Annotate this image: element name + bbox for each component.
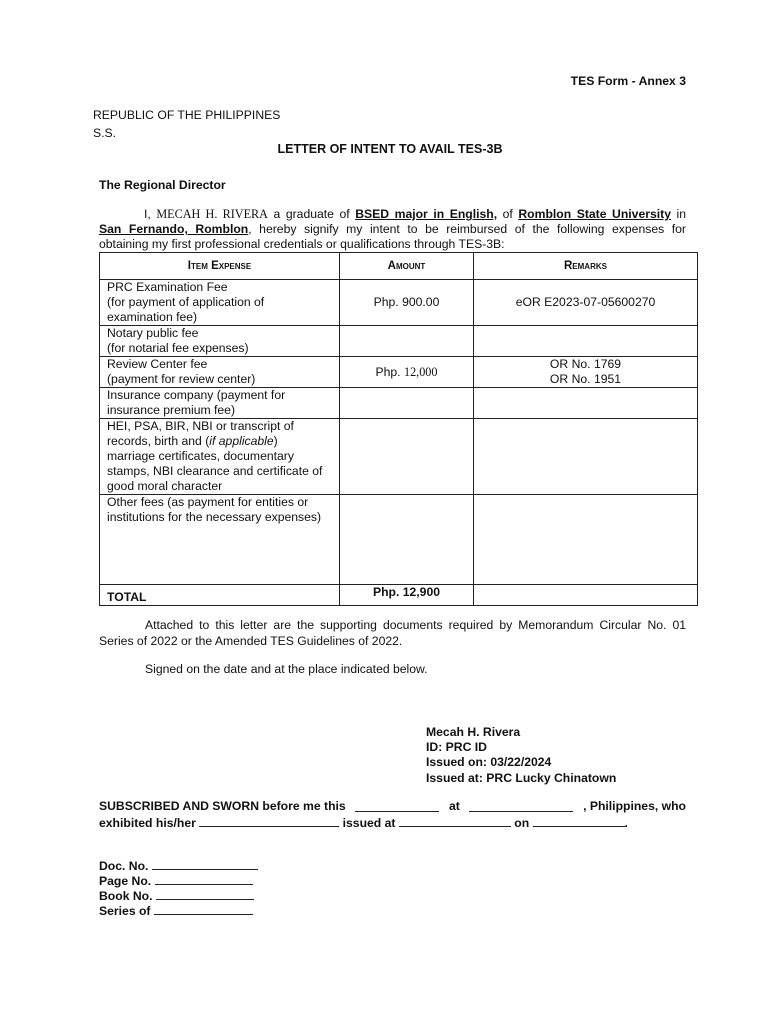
table-row: [100, 495, 698, 585]
item-cell: [100, 419, 340, 495]
intent-line-3: obtaining my first professional credentials or qualifications through TES-3B:: [99, 237, 505, 252]
item-line: Insurance company (payment for: [107, 388, 286, 402]
item-line: good moral character: [107, 479, 223, 493]
table-row: [100, 357, 698, 388]
item-line: insurance premium fee): [107, 403, 236, 417]
item-line-italic: if applicable: [209, 434, 274, 448]
item-line: Review Center fee: [107, 357, 208, 371]
sworn-line-2: [99, 815, 686, 832]
item-line: (payment for review center): [107, 372, 256, 386]
item-cell: [100, 357, 340, 388]
form-annex-label: TES Form - Annex 3: [570, 74, 686, 88]
item-line: [107, 434, 339, 449]
intent-mid-3: in: [670, 207, 687, 221]
amount-value: 12,000: [403, 364, 438, 379]
item-cell: [100, 495, 340, 585]
page-no-label: Page No.: [99, 874, 152, 888]
item-line: marriage certificates, documentary: [107, 449, 294, 463]
intent-mid-4: , hereby signify my intent to be reimbursed of the following expenses for: [248, 222, 686, 237]
item-line: PRC Examination Fee: [107, 280, 228, 294]
id-blank: [199, 815, 339, 827]
university-place: San Fernando, Romblon: [99, 222, 249, 237]
amount-cell: [340, 495, 474, 585]
table-row: [100, 419, 698, 495]
addressee: The Regional Director: [99, 178, 226, 192]
signatory-issued-at: Issued at: PRC Lucky Chinatown: [426, 770, 617, 785]
sworn-line-1: [99, 799, 686, 815]
item-line-part: ): [273, 434, 278, 448]
signatory-block: [426, 725, 616, 786]
item-line: stamps, NBI clearance and certificate of: [107, 464, 323, 478]
item-line: examination fee): [107, 310, 198, 324]
applicant-name: MECAH H. RIVERA: [156, 207, 268, 221]
book-no-blank: [156, 888, 254, 900]
total-remarks-cell: [474, 585, 698, 606]
sworn-text: , Philippines, who: [583, 799, 686, 813]
header-item-expense: Item Expense: [100, 253, 340, 280]
table-header-row: [100, 253, 698, 280]
series-of-blank: [154, 903, 253, 915]
item-line: (for payment of application of: [107, 295, 265, 309]
place-blank: [469, 800, 573, 812]
doc-no-label: Doc. No.: [99, 859, 149, 873]
attached-paragraph: [99, 617, 686, 649]
issued-date-blank: [533, 815, 625, 827]
remark-line: eOR E2023-07-05600270: [515, 295, 656, 309]
sworn-text: issued at: [342, 816, 396, 830]
doc-no-blank: [152, 858, 258, 870]
series-of-label: Series of: [99, 904, 151, 918]
series-of-line: [99, 903, 253, 919]
item-line: institutions for the necessary expenses): [107, 510, 322, 524]
book-no-line: [99, 888, 254, 904]
sworn-text: exhibited his/her: [99, 816, 196, 830]
signatory-name: Mecah H. Rivera: [426, 725, 521, 739]
item-cell: [100, 326, 340, 357]
amount-cell: [340, 357, 474, 388]
item-line: Other fees (as payment for entities or: [107, 495, 309, 509]
remark-line: OR No. 1769: [549, 357, 622, 371]
signed-statement: Signed on the date and at the place indicated below.: [145, 662, 428, 676]
item-line: Notary public fee: [107, 326, 199, 340]
intent-paragraph: [99, 207, 686, 253]
page-no-blank: [155, 873, 253, 885]
sworn-text: SUBSCRIBED AND SWORN before me this: [99, 799, 346, 813]
amount-cell: [340, 419, 474, 495]
intent-line-1: [99, 207, 686, 222]
remarks-cell: [474, 357, 698, 388]
table-row: [100, 280, 698, 326]
item-cell: [100, 388, 340, 419]
intent-mid-1: a graduate of: [267, 207, 356, 221]
signatory-issued-on: Issued on: 03/22/2024: [426, 755, 552, 770]
page-no-line: [99, 873, 253, 889]
item-line: HEI, PSA, BIR, NBI or transcript of: [107, 419, 294, 433]
amount-cell: [340, 388, 474, 419]
attached-line-2: Series of 2022 or the Amended TES Guidelines of 2022.: [99, 634, 403, 648]
intent-mid-2: of: [497, 207, 519, 221]
sworn-text: .: [624, 816, 628, 830]
sworn-text: on: [514, 816, 530, 830]
table-row: [100, 388, 698, 419]
item-cell: [100, 280, 340, 326]
date-blank: [355, 800, 439, 812]
book-no-label: Book No.: [99, 889, 153, 903]
intent-pre-name: I,: [144, 207, 157, 221]
degree-name: BSED major in English,: [355, 207, 498, 221]
header-amount: Amount: [340, 253, 474, 280]
university-name: Romblon State University: [518, 207, 671, 221]
total-row: [100, 585, 698, 606]
remark-line: OR No. 1951: [549, 372, 622, 386]
signatory-id: ID: PRC ID: [426, 740, 487, 755]
remarks-cell: [474, 419, 698, 495]
sworn-text: at: [448, 799, 460, 813]
republic-text: REPUBLIC OF THE PHILIPPINES: [93, 108, 281, 122]
total-label: TOTAL: [100, 585, 340, 606]
letter-title: LETTER OF INTENT TO AVAIL TES-3B: [277, 142, 503, 156]
amount-prefix: Php.: [375, 364, 404, 379]
item-line-part: records, birth and (: [107, 434, 210, 448]
expenses-table: [99, 252, 698, 606]
issued-place-blank: [399, 815, 511, 827]
republic-heading: [93, 106, 280, 142]
remarks-cell: [474, 326, 698, 357]
doc-no-line: [99, 858, 258, 874]
ss-text: S.S.: [93, 126, 117, 140]
remarks-cell: [474, 495, 698, 585]
attached-line-1: Attached to this letter are the supporting documents required by Memorandum Circular No. 01: [145, 618, 686, 632]
table-row: [100, 326, 698, 357]
amount-cell: [340, 326, 474, 357]
item-line: (for notarial fee expenses): [107, 341, 249, 355]
total-amount: Php. 12,900: [340, 585, 474, 606]
remarks-cell: [474, 388, 698, 419]
remarks-cell: [474, 280, 698, 326]
amount-cell: Php. 900.00: [340, 280, 474, 326]
intent-line-2: [99, 222, 686, 237]
header-remarks: Remarks: [474, 253, 698, 280]
